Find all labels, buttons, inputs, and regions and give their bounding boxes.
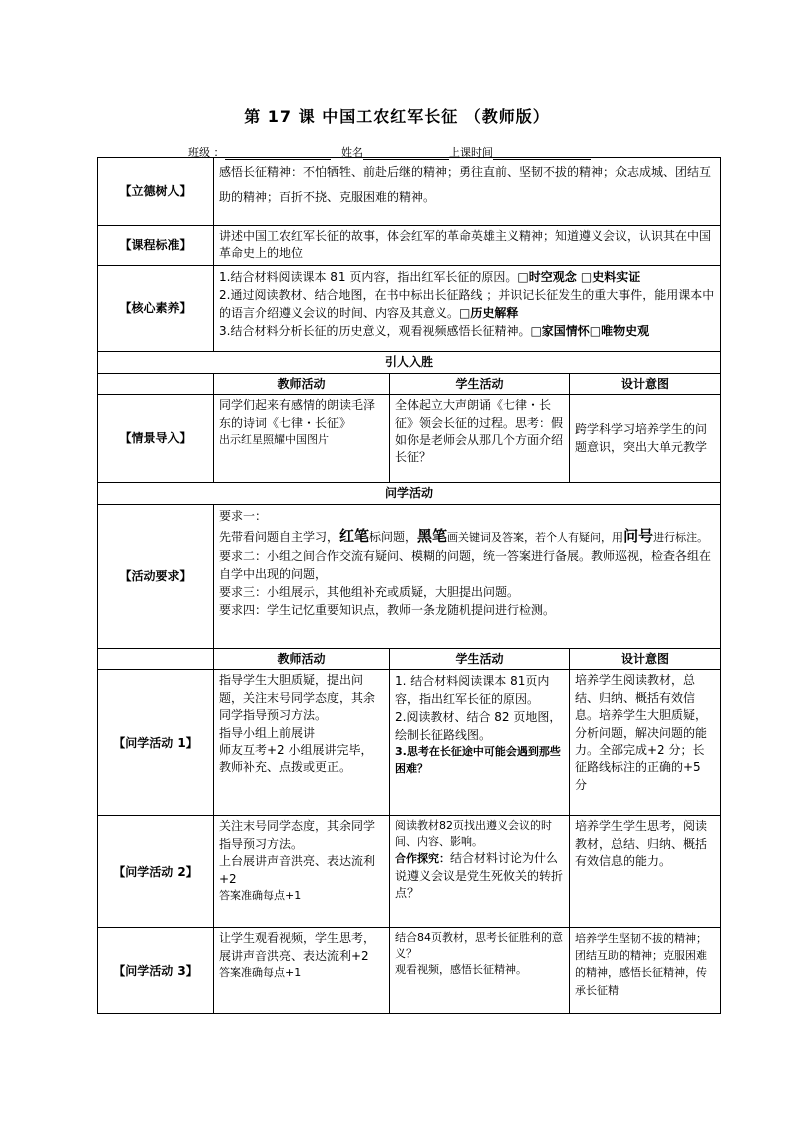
class-label: 班级 ： <box>188 146 225 159</box>
row-label: 【立德树人】 <box>98 158 214 226</box>
design-cell: 跨学科学习培养学生的问题意识，突出大单元教学 <box>570 395 721 483</box>
row-label: 【课程标准】 <box>98 226 214 266</box>
row-qingjing <box>98 395 721 483</box>
col-header-design: 设计意图 <box>570 373 721 395</box>
hexin-line-2: 2.通过阅读教材、结合地图，在书中标出长征路线 ；并识记长征发生的重大事件，能用课本中的语言介绍遵义会议的时间、内容及其意义。□历史解释 <box>219 288 715 320</box>
row-content: 感悟长征精神：不怕牺牲、前赴后继的精神；勇往直前、坚韧不拔的精神；众志成城、团结互助的精神；百折不挠、克服困难的精神。 <box>214 158 721 226</box>
time-label: 上课时间 <box>449 146 493 159</box>
row-lide <box>98 158 721 226</box>
row-kecheng <box>98 226 721 266</box>
section-row <box>98 352 721 374</box>
row-label: 【问学活动 2】 <box>98 816 214 928</box>
section-heading: 问学活动 <box>98 483 721 505</box>
row-hexin <box>98 266 721 352</box>
hexin-line-1: 1.结合材料阅读课本 81 页内容，指出红军长征的原因。□时空观念 □史料实证 <box>219 270 641 284</box>
row-content: 要求一： 先带看问题自主学习，红笔标问题，黑笔画关键词及答案，若个人有疑问，用问号进行标注。 要求二：小组之间合作交流有疑问、模糊的问题，统一答案进行备展。教师巡视，检查各组在自学中出现的问题， 要求三：小组展示，其他组补充或质疑，大胆提出问题。 要求四：学生记忆重要知识点，教师一条龙随机提问进行检测。 <box>214 504 721 648</box>
row-label: 【核心素养】 <box>98 266 214 352</box>
name-label: 姓名 <box>341 146 363 159</box>
teacher-cell: 关注末号同学态度，其余同学指导预习方法。 上台展讲声音洪亮、表达流利+2 答案准确每点+1 <box>214 816 390 928</box>
row-act2 <box>98 816 721 928</box>
row-yaoqiu <box>98 504 721 648</box>
student-cell: 全体起立大声朗诵《七律・长征》领会长征的过程。思考：假如你是老师会从那几个方面介绍长征？ <box>390 395 570 483</box>
page-title: 第 17 课 中国工农红军长征 （教师版） <box>244 107 550 126</box>
col-header-teacher: 教师活动 <box>214 373 390 395</box>
header-row <box>98 648 721 670</box>
row-content <box>214 266 721 352</box>
teacher-cell: 让学生观看视频，学生思考，展讲声音洪亮、表达流利+2 答案准确每点+1 <box>214 928 390 1014</box>
row-content: 讲述中国工农红军长征的故事，体会红军的革命英雄主义精神；知道遵义会议，认识其在中国革命史上的地位 <box>214 226 721 266</box>
student-cell: 结合84页教材，思考长征胜利的意义？ 观看视频，感悟长征精神。 <box>390 928 570 1014</box>
section-heading: 引人入胜 <box>98 352 721 374</box>
design-cell: 培养学生阅读教材，总结、归纳、概括有效信息。培养学生大胆质疑，分析问题，解决问题的能力。全部完成+2 分；长征路线标注的正确的+5 分 <box>570 670 721 816</box>
row-act3 <box>98 928 721 1014</box>
student-cell: 1. 结合材料阅读课本 81页内容，指出红军长征的原因。 2.阅读教材、结合 82 页地图，绘制长征路线图。 3.思考在长征途中可能会遇到那些困难？ <box>390 670 570 816</box>
empty-cell <box>98 373 214 395</box>
header-row <box>98 373 721 395</box>
design-cell: 培养学生坚韧不拔的精神；团结互助的精神；克服困难的精神，感悟长征精神，传承长征精 <box>570 928 721 1014</box>
student-cell: 阅读教材82页找出遵义会议的时间、内容、影响。 合作探究：结合材料讨论为什么说遵义会议是党生死攸关的转折点？ <box>390 816 570 928</box>
col-header-student: 学生活动 <box>390 648 570 670</box>
row-act1 <box>98 670 721 816</box>
empty-cell <box>98 648 214 670</box>
row-label: 【活动要求】 <box>98 504 214 648</box>
design-cell: 培养学生学生思考，阅读教材，总结、归纳、概括有效信息的能力。 <box>570 816 721 928</box>
row-label: 【问学活动 1】 <box>98 670 214 816</box>
col-header-student: 学生活动 <box>390 373 570 395</box>
teacher-cell: 同学们起来有感情的朗读毛泽东的诗词《七律・长征》 出示红星照耀中国图片 <box>214 395 390 483</box>
col-header-design: 设计意图 <box>570 648 721 670</box>
hexin-line-3: 3.结合材料分析长征的历史意义，观看视频感悟长征精神。□家国情怀□唯物史观 <box>219 324 650 338</box>
section-row <box>98 483 721 505</box>
teacher-cell: 指导学生大胆质疑，提出问题，关注末号同学态度，其余同学指导预习方法。 指导小组上前展讲 师友互考+2 小组展讲完毕，教师补充、点拨或更正。 <box>214 670 390 816</box>
col-header-teacher: 教师活动 <box>214 648 390 670</box>
lesson-plan-table <box>97 157 721 1014</box>
row-label: 【问学活动 3】 <box>98 928 214 1014</box>
row-label: 【情景导入】 <box>98 395 214 483</box>
